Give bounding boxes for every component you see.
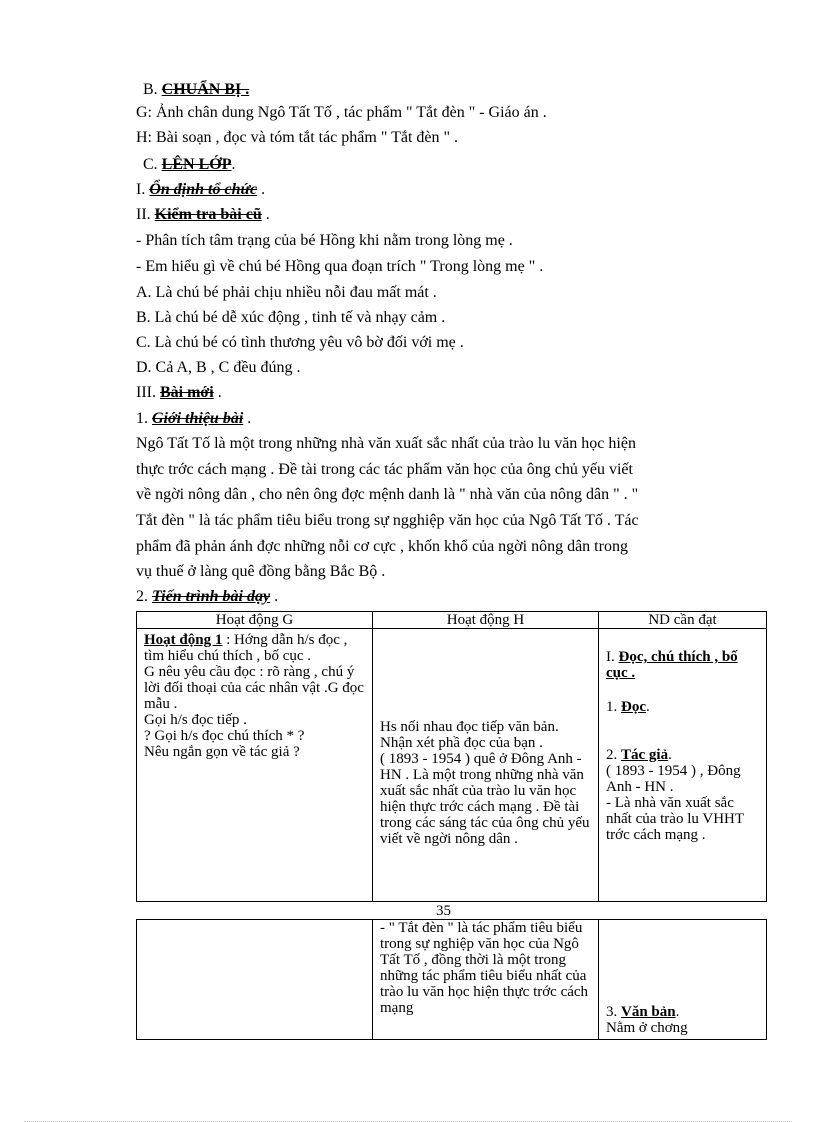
intro-paragraph-line: thực trớc cách mạng . Đề tài trong các tác phẩm văn học của ông chủ yếu viết	[136, 461, 633, 478]
lesson-table	[136, 611, 767, 902]
intro-paragraph-line: vụ thuế ở làng quê đồng bằng Bắc Bộ .	[136, 563, 386, 580]
step-1-title: Ổn định tổ chức	[149, 181, 258, 198]
header-content: ND cần đạt	[599, 612, 767, 629]
content-item-2-title: Tác giả	[621, 747, 669, 763]
header-student-activity: Hoạt động H	[373, 612, 599, 629]
content-item-3-body: Nằm ở chơng	[606, 1020, 688, 1036]
intro-title: Giới thiệu bài	[152, 410, 244, 427]
section-c-heading: C. LÊN LỚP.	[143, 156, 236, 173]
step-2-heading: II. Kiểm tra bài cũ .	[136, 206, 270, 223]
section-c-title: LÊN LỚP	[161, 156, 232, 173]
option-b: B. Là chú bé dễ xúc động , tinh tế và nhạy cảm .	[136, 309, 446, 326]
content-item-1a-title: Đọc	[621, 699, 646, 715]
option-a: A. Là chú bé phải chịu nhiều nỗi đau mất mát .	[136, 284, 437, 301]
step-3-title: Bài mới	[159, 384, 214, 401]
prep-student: H: Bài soạn , đọc và tóm tắt tác phẩm " Tắt đèn " .	[136, 129, 459, 146]
student-activity-cell	[373, 920, 599, 1040]
intro-heading: 1. Giới thiệu bài .	[136, 410, 252, 427]
review-question-2: - Em hiểu gì về chú bé Hồng qua đoạn trích " Trong lòng mẹ " .	[136, 258, 544, 275]
student-activity-text: - " Tắt đèn " là tác phẩm tiêu biểu trong sự nghiệp văn học của Ngô Tất Tố , đồng thời là một trong những tác phẩm tiêu biểu nhất của trào lu văn học hiện thực trớc cách mạng	[380, 920, 589, 1016]
lesson-table-continued	[136, 919, 767, 1040]
content-item-2: 2. Tác giả.	[606, 747, 672, 763]
step-1-heading: I. Ổn định tổ chức .	[136, 181, 266, 198]
intro-paragraph-line: Tắt đèn " là tác phẩm tiêu biểu trong sự ngghiệp văn học của Ngô Tất Tố . Tác	[136, 512, 639, 529]
option-c: C. Là chú bé có tình thương yêu vô bờ đối với mẹ .	[136, 334, 464, 351]
content-item-3-title: Văn bản	[621, 1004, 676, 1020]
content-item-2-body: ( 1893 - 1954 ) , Đông Anh - HN . - Là nhà văn xuất sắc nhất của trào lu VHHT trớc cách mạng .	[606, 763, 744, 843]
content-item-3: 3. Văn bản.	[606, 1004, 680, 1020]
process-heading: 2. Tiến trình bài dạy .	[136, 588, 279, 605]
activity-1-text: : Hớng dẫn h/s đọc , tìm hiểu chú thích , bố cục . G nêu yêu cầu đọc : rõ ràng , chú ý lời đối thoại của các nhân vật .G đọc mẫu . Gọi h/s đọc tiếp . ? Gọi h/s đọc chú thích * ? Nêu ngắn gọn về tác giả ?	[144, 632, 364, 760]
section-b-heading: B. CHUẨN BỊ .	[143, 81, 250, 98]
content-item-1-title: Đọc, chú thích , bố cục .	[606, 649, 738, 681]
student-activity-cell	[373, 629, 599, 902]
student-activity-text: Hs nối nhau đọc tiếp văn bản. Nhận xét phầ đọc của bạn . ( 1893 - 1954 ) quê ở Đông Anh - HN . Là một trong những nhà văn xuất sắc nhất của trào lu văn học hiện thực trớc cách mạng . Đề tài trong các sáng tác của ông chủ yếu viết về ngời nông dân .	[380, 719, 590, 847]
process-title: Tiến trình bài dạy	[152, 588, 271, 605]
teacher-activity-cell	[137, 920, 373, 1040]
content-cell	[599, 629, 767, 902]
content-item-1: I. Đọc, chú thích , bố cục .	[606, 649, 738, 681]
header-teacher-activity: Hoạt động G	[137, 612, 373, 629]
step-3-heading: III. Bài mới .	[136, 384, 222, 401]
option-d: D. Cả A, B , C đều đúng .	[136, 359, 301, 376]
review-question-1: - Phân tích tâm trạng của bé Hồng khi nằm trong lòng mẹ .	[136, 232, 513, 249]
page-bottom-divider	[24, 1121, 792, 1122]
intro-paragraph-line: phẩm đã phản ánh đợc những nỗi cơ cực , khốn khổ của ngời nông dân trong	[136, 538, 628, 555]
content-item-1a: 1. Đọc.	[606, 699, 650, 715]
page-number: 35	[436, 903, 451, 919]
content-cell	[599, 920, 767, 1040]
intro-paragraph-line: về ngời nông dân , cho nên ông đợc mệnh danh là " nhà văn của nông dân " . "	[136, 486, 639, 503]
section-b-title: CHUẨN BỊ .	[161, 81, 250, 98]
activity-1-title: Hoạt động 1	[144, 632, 223, 648]
step-2-title: Kiểm tra bài cũ	[154, 206, 262, 223]
teacher-activity-cell	[137, 629, 373, 902]
prep-teacher: G: Ảnh chân dung Ngô Tất Tố , tác phẩm " Tắt đèn " - Giáo án .	[136, 104, 547, 121]
intro-paragraph-line: Ngô Tất Tố là một trong những nhà văn xuất sắc nhất của trào lu văn học hiện	[136, 435, 636, 452]
